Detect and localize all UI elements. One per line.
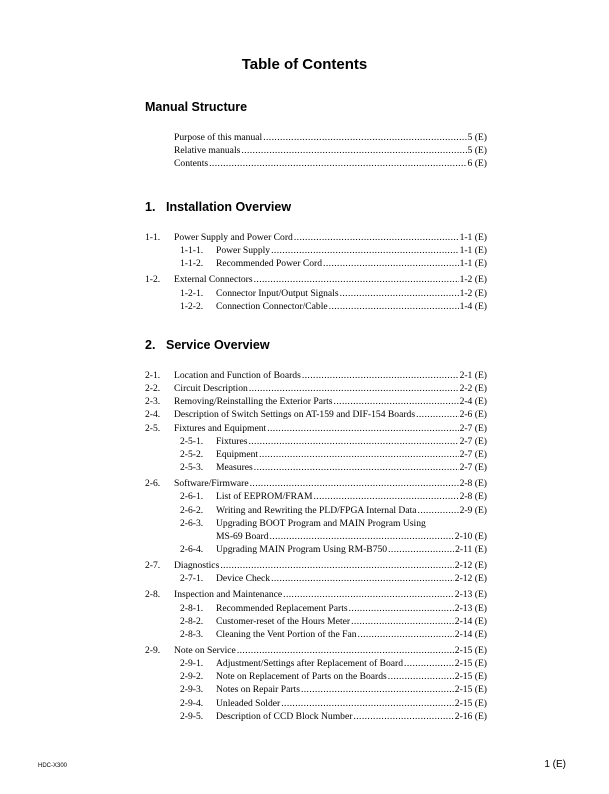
- toc-entry: [145, 131, 487, 144]
- section-heading-number: 2.: [145, 338, 156, 352]
- toc-entry-number: 2-9-2.: [180, 671, 204, 683]
- toc-entry-number: 2-1.: [145, 370, 161, 381]
- toc-entry-title: Notes on Repair Parts: [216, 684, 300, 696]
- toc-entry-number: 2-7.: [145, 560, 161, 572]
- toc-entry-leader-dots: [334, 395, 459, 408]
- toc-entry-page: 2-16 (E): [454, 710, 487, 722]
- toc-entry-title: Device Check: [216, 573, 271, 585]
- toc-entry-number: 1-1-2.: [180, 258, 204, 270]
- toc-entry-title: Power Supply: [216, 245, 271, 257]
- toc-entry: [180, 504, 487, 517]
- toc-entry-number: 2-4.: [145, 409, 161, 421]
- toc-entry-leader-dots: [418, 504, 459, 517]
- toc-entry-leader-dots: [270, 530, 454, 543]
- toc-entry-page: 2-14 (E): [454, 628, 487, 640]
- toc-entry-number: 2-8.: [145, 589, 161, 601]
- toc-entry-leader-dots: [271, 244, 458, 257]
- toc-entry-page: 2-2 (E): [459, 383, 487, 395]
- toc-entry-title: Connection Connector/Cable: [216, 300, 328, 312]
- toc-entry-number: 2-9-4.: [180, 697, 204, 709]
- toc-entry-title: Equipment: [216, 448, 259, 460]
- toc-entry: [145, 559, 487, 572]
- toc-entry-leader-dots: [267, 422, 458, 435]
- toc-entry-number: 1-1-1.: [180, 245, 204, 257]
- toc-entry: [180, 615, 487, 628]
- toc-entry: [145, 144, 487, 157]
- toc-entry-title: Power Supply and Power Cord: [174, 232, 293, 243]
- toc-entry-number: 2-6-3.: [180, 517, 204, 529]
- toc-entry-leader-dots: [388, 543, 454, 556]
- toc-entry-title: Cleaning the Vent Portion of the Fan: [216, 628, 357, 640]
- toc-entry: [145, 408, 487, 421]
- toc-entry-leader-dots: [249, 382, 459, 395]
- toc-entry-number: 2-9-3.: [180, 684, 204, 696]
- toc-entry-title: Diagnostics: [174, 560, 220, 572]
- toc-entry-leader-dots: [209, 157, 466, 170]
- toc-entry-page: 2-7 (E): [459, 422, 487, 434]
- toc-entry-page: 1-2 (E): [459, 287, 487, 299]
- toc-entry-title: External Connectors: [174, 274, 253, 286]
- toc-entry-title: Recommended Power Cord: [216, 258, 323, 270]
- toc-entry-title: Contents: [174, 158, 209, 170]
- toc-entry-page: 2-15 (E): [454, 671, 487, 683]
- toc-entry-leader-dots: [301, 683, 454, 696]
- toc-entry-leader-dots: [259, 448, 458, 461]
- toc-entry-leader-dots: [263, 131, 466, 144]
- toc-entry-title: Upgrading MAIN Program Using RM-B750: [216, 543, 388, 555]
- toc-entry-number: 2-5.: [145, 422, 161, 434]
- toc-entry-title: Writing and Rewriting the PLD/FPGA Internal Data: [216, 504, 417, 516]
- toc-entry: [180, 448, 487, 461]
- toc-entry-leader-dots: [220, 559, 453, 572]
- toc-entry: [180, 683, 487, 696]
- toc-entry-title: Note on Service: [174, 645, 236, 656]
- toc-entry: [145, 477, 487, 490]
- toc-entry-page: 2-8 (E): [459, 491, 487, 503]
- toc-entry-page: 2-15 (E): [454, 684, 487, 696]
- footer-model: HDC-X300: [38, 763, 68, 769]
- toc-entry-number: 2-5-2.: [180, 448, 204, 460]
- toc-entry-title: Circuit Description: [174, 383, 248, 395]
- toc-entry: [180, 657, 487, 670]
- toc-entry-number: 2-9-5.: [180, 710, 204, 722]
- toc-entry-page: 1-1 (E): [459, 245, 487, 257]
- toc-entry-title: Relative manuals: [174, 145, 241, 157]
- toc-entry-number: 2-8-1.: [180, 602, 204, 614]
- toc-entry-leader-dots: [294, 231, 459, 244]
- toc-entry-page: 2-15 (E): [454, 645, 487, 656]
- toc-entry-title: Recommended Replacement Parts: [216, 602, 348, 614]
- toc-entry-number: 2-5-1.: [180, 435, 204, 447]
- toc-entry-page: 2-8 (E): [459, 478, 487, 490]
- toc-entry: [145, 588, 487, 601]
- toc-entry-title: Adjustment/Settings after Replacement of Board: [216, 658, 404, 670]
- toc-entry-title: List of EEPROM/FRAM: [216, 491, 313, 503]
- toc-entry-page: 2-15 (E): [454, 658, 487, 670]
- toc-entry-leader-dots: [241, 144, 466, 157]
- toc-entry-page: 6 (E): [467, 158, 487, 170]
- toc-entry-title: Purpose of this manual: [174, 132, 263, 143]
- toc-entry-title: Location and Function of Boards: [174, 370, 301, 381]
- toc-entry-page: 5 (E): [467, 132, 487, 143]
- toc-entry: [145, 382, 487, 395]
- toc-entry: [180, 461, 487, 474]
- toc-entry-leader-dots: [416, 408, 458, 421]
- toc-entry-number: 2-6.: [145, 478, 161, 490]
- page-title: Table of Contents: [241, 56, 368, 73]
- toc-entry: [180, 287, 487, 300]
- toc-entry: [145, 422, 487, 435]
- toc-entry-title: Software/Firmware: [174, 478, 249, 490]
- toc-entry: [180, 543, 487, 556]
- toc-entry-number: 1-2-2.: [180, 300, 204, 312]
- toc-entry-page: 2-9 (E): [459, 504, 487, 516]
- toc-entry: [180, 530, 487, 543]
- toc-entry-number: 2-8-2.: [180, 615, 204, 627]
- toc-entry-leader-dots: [353, 710, 453, 723]
- toc-entry-number: 2-6-1.: [180, 491, 204, 503]
- toc-entry-page: 2-4 (E): [459, 396, 487, 408]
- toc-entry: [180, 257, 487, 270]
- section-heading-title: Service Overview: [166, 338, 270, 352]
- toc-entry: [180, 300, 487, 313]
- toc-entry-title: Fixtures: [216, 435, 248, 447]
- toc-entry-number: 2-9-1.: [180, 658, 204, 670]
- toc-entry-number: 1-2.: [145, 274, 161, 286]
- section-heading-number: 1.: [145, 200, 156, 214]
- toc-entry-title: Upgrading BOOT Program and MAIN Program Using: [216, 517, 426, 529]
- toc-entry-leader-dots: [314, 490, 459, 503]
- toc-entry-title: Measures: [216, 462, 253, 474]
- toc-entry-title: Fixtures and Equipment: [174, 422, 267, 434]
- toc-entry-page: 2-12 (E): [454, 560, 487, 572]
- toc-entry-page: 2-12 (E): [454, 573, 487, 585]
- toc-entry-page: 1-4 (E): [459, 300, 487, 312]
- toc-entry-number: 2-6-4.: [180, 543, 204, 555]
- toc-entry-title: Inspection and Maintenance: [174, 589, 283, 601]
- section-heading-title: Installation Overview: [166, 200, 292, 214]
- toc-entry-page: 2-13 (E): [454, 589, 487, 601]
- toc-entry-number: 2-5-3.: [180, 462, 204, 474]
- toc-entry: [180, 244, 487, 257]
- toc-entry-page: 2-13 (E): [454, 602, 487, 614]
- toc-entry: [145, 157, 487, 170]
- toc-entry-leader-dots: [254, 461, 459, 474]
- toc-entry: [145, 273, 487, 286]
- section-heading-title: Manual Structure: [145, 100, 248, 114]
- toc-entry-page: 2-7 (E): [459, 462, 487, 474]
- toc-entry: [180, 670, 487, 683]
- toc-entry-leader-dots: [237, 644, 454, 657]
- toc-entry-page: 1-1 (E): [459, 258, 487, 270]
- toc-entry-title: Note on Replacement of Parts on the Boards: [216, 671, 387, 683]
- toc-entry: [180, 572, 487, 585]
- toc-entry: [180, 710, 487, 723]
- toc-entry-title: Removing/Reinstalling the Exterior Parts: [174, 396, 333, 408]
- toc-entry-title: Connector Input/Output Signals: [216, 287, 339, 299]
- toc-entry-leader-dots: [271, 572, 454, 585]
- toc-entry-number: 1-2-1.: [180, 287, 204, 299]
- toc-entry-page: 2-6 (E): [459, 409, 487, 421]
- toc-entry: [180, 490, 487, 503]
- toc-entry-leader-dots: [351, 615, 454, 628]
- toc-entry-leader-dots: [404, 657, 454, 670]
- toc-entry-title: Description of Switch Settings on AT-159 and DIF-154 Boards: [174, 409, 416, 421]
- toc-entry-page: 2-1 (E): [459, 370, 487, 381]
- toc-entry-leader-dots: [248, 435, 458, 448]
- toc-entry-leader-dots: [250, 477, 459, 490]
- toc-entry-page: 2-10 (E): [454, 530, 487, 542]
- toc-entry-leader-dots: [388, 670, 454, 683]
- toc-entry-title: Unleaded Solder: [216, 697, 281, 709]
- toc-entry-number: 2-2.: [145, 383, 161, 395]
- toc-entry-title: Customer-reset of the Hours Meter: [216, 615, 351, 627]
- toc-entry-leader-dots: [349, 602, 454, 615]
- toc-entry-number: 2-6-2.: [180, 504, 204, 516]
- toc-entry-leader-dots: [358, 628, 454, 641]
- toc-entry-title: MS-69 Board: [216, 530, 269, 542]
- toc-entry: [145, 644, 487, 657]
- toc-entry-page: 2-7 (E): [459, 448, 487, 460]
- toc-entry: [180, 517, 487, 530]
- toc-entry: [145, 231, 487, 244]
- toc-entry-page: 2-7 (E): [459, 435, 487, 447]
- toc-entry-page: 1-1 (E): [459, 232, 487, 243]
- toc-entry-leader-dots: [283, 588, 454, 601]
- toc-entry-number: 2-9.: [145, 645, 161, 656]
- toc-entry-page: 1-2 (E): [459, 274, 487, 286]
- toc-entry-page: 2-14 (E): [454, 615, 487, 627]
- toc-entry: [145, 369, 487, 382]
- toc-entry: [180, 602, 487, 615]
- toc-entry: [145, 395, 487, 408]
- toc-entry: [180, 697, 487, 710]
- toc-entry-page: 2-15 (E): [454, 697, 487, 709]
- toc-entry: [180, 628, 487, 641]
- toc-entry-leader-dots: [302, 369, 459, 382]
- toc-entry-number: 1-1.: [145, 232, 161, 243]
- toc-entry-page: 2-11 (E): [455, 543, 487, 555]
- toc-entry-number: 2-3.: [145, 396, 161, 408]
- toc-entry-number: 2-7-1.: [180, 573, 204, 585]
- toc-entry-leader-dots: [329, 300, 459, 313]
- toc-entry-leader-dots: [281, 697, 454, 710]
- toc-entry: [180, 435, 487, 448]
- toc-entry-leader-dots: [254, 273, 459, 286]
- toc-entry-leader-dots: [340, 287, 459, 300]
- toc-entry-page: 5 (E): [467, 145, 487, 157]
- toc-entry-leader-dots: [323, 257, 459, 270]
- toc-entry-title: Description of CCD Block Number: [216, 710, 353, 722]
- toc-entry-number: 2-8-3.: [180, 628, 204, 640]
- footer-page-number: 1 (E): [544, 759, 566, 770]
